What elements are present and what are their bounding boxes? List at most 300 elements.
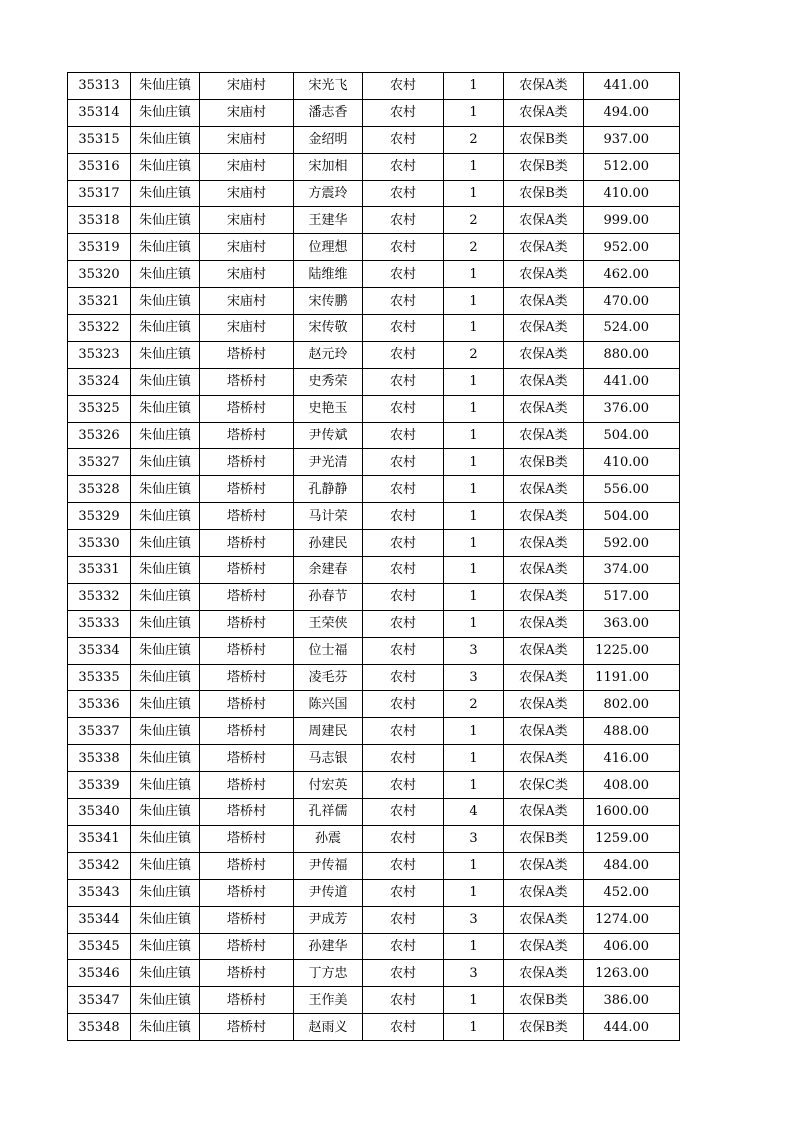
- ledger-body: [68, 73, 680, 1041]
- area-type-cell: 农村: [363, 395, 444, 422]
- person-name-cell: 马计荣: [294, 503, 363, 530]
- person-name-cell: 尹传福: [294, 852, 363, 879]
- household-count-cell: 1: [444, 99, 504, 126]
- category-cell: 农保A类: [504, 368, 584, 395]
- town-cell: 朱仙庄镇: [131, 530, 200, 557]
- category-cell: 农保A类: [504, 852, 584, 879]
- record-id-cell: 35322: [68, 315, 131, 342]
- town-cell: 朱仙庄镇: [131, 557, 200, 584]
- table-row: [68, 772, 680, 799]
- household-count-cell: 1: [444, 180, 504, 207]
- record-id-cell: 35321: [68, 288, 131, 315]
- household-count-cell: 2: [444, 691, 504, 718]
- record-id-cell: 35316: [68, 153, 131, 180]
- category-cell: 农保A类: [504, 503, 584, 530]
- table-row: [68, 126, 680, 153]
- village-cell: 塔桥村: [200, 987, 294, 1014]
- person-name-cell: 马志银: [294, 745, 363, 772]
- town-cell: 朱仙庄镇: [131, 772, 200, 799]
- person-name-cell: 孙春节: [294, 583, 363, 610]
- household-count-cell: 1: [444, 422, 504, 449]
- town-cell: 朱仙庄镇: [131, 449, 200, 476]
- table-row: [68, 395, 680, 422]
- person-name-cell: 孙震: [294, 825, 363, 852]
- person-name-cell: 尹传道: [294, 879, 363, 906]
- village-cell: 塔桥村: [200, 691, 294, 718]
- table-row: [68, 99, 680, 126]
- category-cell: 农保A类: [504, 341, 584, 368]
- record-id-cell: 35345: [68, 933, 131, 960]
- table-row: [68, 315, 680, 342]
- category-cell: 农保B类: [504, 987, 584, 1014]
- area-type-cell: 农村: [363, 180, 444, 207]
- village-cell: 塔桥村: [200, 960, 294, 987]
- amount-cell: 444.00: [584, 1014, 680, 1041]
- village-cell: 宋庙村: [200, 73, 294, 100]
- person-name-cell: 孔静静: [294, 476, 363, 503]
- town-cell: 朱仙庄镇: [131, 99, 200, 126]
- village-cell: 塔桥村: [200, 583, 294, 610]
- person-name-cell: 丁方忠: [294, 960, 363, 987]
- area-type-cell: 农村: [363, 583, 444, 610]
- area-type-cell: 农村: [363, 664, 444, 691]
- town-cell: 朱仙庄镇: [131, 664, 200, 691]
- amount-cell: 1225.00: [584, 637, 680, 664]
- amount-cell: 512.00: [584, 153, 680, 180]
- record-id-cell: 35347: [68, 987, 131, 1014]
- table-row: [68, 261, 680, 288]
- record-id-cell: 35341: [68, 825, 131, 852]
- amount-cell: 1191.00: [584, 664, 680, 691]
- person-name-cell: 尹传斌: [294, 422, 363, 449]
- record-id-cell: 35336: [68, 691, 131, 718]
- town-cell: 朱仙庄镇: [131, 637, 200, 664]
- amount-cell: 999.00: [584, 207, 680, 234]
- amount-cell: 937.00: [584, 126, 680, 153]
- village-cell: 塔桥村: [200, 557, 294, 584]
- category-cell: 农保A类: [504, 583, 584, 610]
- table-row: [68, 691, 680, 718]
- amount-cell: 592.00: [584, 530, 680, 557]
- household-count-cell: 2: [444, 126, 504, 153]
- table-row: [68, 799, 680, 826]
- area-type-cell: 农村: [363, 73, 444, 100]
- household-count-cell: 2: [444, 234, 504, 261]
- table-row: [68, 852, 680, 879]
- town-cell: 朱仙庄镇: [131, 207, 200, 234]
- record-id-cell: 35319: [68, 234, 131, 261]
- person-name-cell: 史艳玉: [294, 395, 363, 422]
- category-cell: 农保A类: [504, 530, 584, 557]
- record-id-cell: 35333: [68, 610, 131, 637]
- table-row: [68, 745, 680, 772]
- amount-cell: 374.00: [584, 557, 680, 584]
- category-cell: 农保A类: [504, 73, 584, 100]
- table-row: [68, 960, 680, 987]
- town-cell: 朱仙庄镇: [131, 852, 200, 879]
- area-type-cell: 农村: [363, 718, 444, 745]
- table-row: [68, 73, 680, 100]
- category-cell: 农保A类: [504, 395, 584, 422]
- amount-cell: 410.00: [584, 180, 680, 207]
- village-cell: 宋庙村: [200, 234, 294, 261]
- record-id-cell: 35346: [68, 960, 131, 987]
- village-cell: 塔桥村: [200, 1014, 294, 1041]
- village-cell: 塔桥村: [200, 825, 294, 852]
- category-cell: 农保B类: [504, 153, 584, 180]
- record-id-cell: 35340: [68, 799, 131, 826]
- amount-cell: 1274.00: [584, 906, 680, 933]
- amount-cell: 410.00: [584, 449, 680, 476]
- town-cell: 朱仙庄镇: [131, 234, 200, 261]
- area-type-cell: 农村: [363, 557, 444, 584]
- area-type-cell: 农村: [363, 637, 444, 664]
- category-cell: 农保A类: [504, 933, 584, 960]
- amount-cell: 504.00: [584, 503, 680, 530]
- category-cell: 农保A类: [504, 960, 584, 987]
- village-cell: 宋庙村: [200, 99, 294, 126]
- record-id-cell: 35339: [68, 772, 131, 799]
- category-cell: 农保B类: [504, 825, 584, 852]
- area-type-cell: 农村: [363, 960, 444, 987]
- area-type-cell: 农村: [363, 906, 444, 933]
- amount-cell: 484.00: [584, 852, 680, 879]
- town-cell: 朱仙庄镇: [131, 315, 200, 342]
- amount-cell: 1259.00: [584, 825, 680, 852]
- household-count-cell: 1: [444, 879, 504, 906]
- category-cell: 农保A类: [504, 906, 584, 933]
- area-type-cell: 农村: [363, 234, 444, 261]
- record-id-cell: 35320: [68, 261, 131, 288]
- village-cell: 塔桥村: [200, 745, 294, 772]
- amount-cell: 524.00: [584, 315, 680, 342]
- person-name-cell: 宋传鹏: [294, 288, 363, 315]
- record-id-cell: 35324: [68, 368, 131, 395]
- record-id-cell: 35327: [68, 449, 131, 476]
- village-cell: 塔桥村: [200, 449, 294, 476]
- person-name-cell: 宋光飞: [294, 73, 363, 100]
- village-cell: 塔桥村: [200, 772, 294, 799]
- area-type-cell: 农村: [363, 449, 444, 476]
- town-cell: 朱仙庄镇: [131, 73, 200, 100]
- record-id-cell: 35348: [68, 1014, 131, 1041]
- record-id-cell: 35314: [68, 99, 131, 126]
- town-cell: 朱仙庄镇: [131, 745, 200, 772]
- household-count-cell: 1: [444, 583, 504, 610]
- person-name-cell: 孔祥儒: [294, 799, 363, 826]
- area-type-cell: 农村: [363, 691, 444, 718]
- table-row: [68, 341, 680, 368]
- town-cell: 朱仙庄镇: [131, 503, 200, 530]
- household-count-cell: 3: [444, 906, 504, 933]
- category-cell: 农保A类: [504, 422, 584, 449]
- record-id-cell: 35317: [68, 180, 131, 207]
- town-cell: 朱仙庄镇: [131, 610, 200, 637]
- table-row: [68, 1014, 680, 1041]
- town-cell: 朱仙庄镇: [131, 879, 200, 906]
- amount-cell: 1263.00: [584, 960, 680, 987]
- table-row: [68, 933, 680, 960]
- area-type-cell: 农村: [363, 503, 444, 530]
- village-cell: 塔桥村: [200, 395, 294, 422]
- area-type-cell: 农村: [363, 987, 444, 1014]
- amount-cell: 408.00: [584, 772, 680, 799]
- village-cell: 塔桥村: [200, 503, 294, 530]
- town-cell: 朱仙庄镇: [131, 288, 200, 315]
- household-count-cell: 1: [444, 153, 504, 180]
- area-type-cell: 农村: [363, 772, 444, 799]
- record-id-cell: 35334: [68, 637, 131, 664]
- area-type-cell: 农村: [363, 99, 444, 126]
- category-cell: 农保B类: [504, 180, 584, 207]
- town-cell: 朱仙庄镇: [131, 718, 200, 745]
- table-row: [68, 476, 680, 503]
- record-id-cell: 35323: [68, 341, 131, 368]
- household-count-cell: 1: [444, 718, 504, 745]
- household-count-cell: 1: [444, 1014, 504, 1041]
- area-type-cell: 农村: [363, 610, 444, 637]
- amount-cell: 952.00: [584, 234, 680, 261]
- household-count-cell: 1: [444, 745, 504, 772]
- household-count-cell: 1: [444, 933, 504, 960]
- category-cell: 农保A类: [504, 610, 584, 637]
- record-id-cell: 35344: [68, 906, 131, 933]
- amount-cell: 441.00: [584, 73, 680, 100]
- amount-cell: 488.00: [584, 718, 680, 745]
- amount-cell: 880.00: [584, 341, 680, 368]
- category-cell: 农保A类: [504, 261, 584, 288]
- table-row: [68, 180, 680, 207]
- record-id-cell: 35335: [68, 664, 131, 691]
- record-id-cell: 35338: [68, 745, 131, 772]
- record-id-cell: 35329: [68, 503, 131, 530]
- area-type-cell: 农村: [363, 745, 444, 772]
- table-row: [68, 288, 680, 315]
- town-cell: 朱仙庄镇: [131, 933, 200, 960]
- amount-cell: 556.00: [584, 476, 680, 503]
- table-row: [68, 503, 680, 530]
- person-name-cell: 尹光清: [294, 449, 363, 476]
- ledger-table: [67, 72, 680, 1041]
- person-name-cell: 孙建华: [294, 933, 363, 960]
- table-row: [68, 583, 680, 610]
- town-cell: 朱仙庄镇: [131, 960, 200, 987]
- village-cell: 塔桥村: [200, 852, 294, 879]
- town-cell: 朱仙庄镇: [131, 476, 200, 503]
- category-cell: 农保A类: [504, 664, 584, 691]
- village-cell: 塔桥村: [200, 530, 294, 557]
- person-name-cell: 凌毛芬: [294, 664, 363, 691]
- village-cell: 塔桥村: [200, 637, 294, 664]
- table-row: [68, 557, 680, 584]
- household-count-cell: 1: [444, 987, 504, 1014]
- amount-cell: 376.00: [584, 395, 680, 422]
- area-type-cell: 农村: [363, 933, 444, 960]
- category-cell: 农保A类: [504, 99, 584, 126]
- town-cell: 朱仙庄镇: [131, 180, 200, 207]
- area-type-cell: 农村: [363, 368, 444, 395]
- amount-cell: 470.00: [584, 288, 680, 315]
- category-cell: 农保A类: [504, 718, 584, 745]
- village-cell: 宋庙村: [200, 126, 294, 153]
- village-cell: 宋庙村: [200, 288, 294, 315]
- area-type-cell: 农村: [363, 341, 444, 368]
- village-cell: 宋庙村: [200, 153, 294, 180]
- household-count-cell: 1: [444, 610, 504, 637]
- person-name-cell: 潘志香: [294, 99, 363, 126]
- town-cell: 朱仙庄镇: [131, 368, 200, 395]
- area-type-cell: 农村: [363, 879, 444, 906]
- area-type-cell: 农村: [363, 315, 444, 342]
- village-cell: 塔桥村: [200, 610, 294, 637]
- category-cell: 农保C类: [504, 772, 584, 799]
- household-count-cell: 1: [444, 772, 504, 799]
- town-cell: 朱仙庄镇: [131, 583, 200, 610]
- village-cell: 塔桥村: [200, 879, 294, 906]
- category-cell: 农保A类: [504, 315, 584, 342]
- household-count-cell: 1: [444, 530, 504, 557]
- table-row: [68, 207, 680, 234]
- village-cell: 宋庙村: [200, 261, 294, 288]
- record-id-cell: 35325: [68, 395, 131, 422]
- category-cell: 农保B类: [504, 449, 584, 476]
- record-id-cell: 35331: [68, 557, 131, 584]
- category-cell: 农保A类: [504, 476, 584, 503]
- household-count-cell: 3: [444, 637, 504, 664]
- area-type-cell: 农村: [363, 207, 444, 234]
- amount-cell: 504.00: [584, 422, 680, 449]
- area-type-cell: 农村: [363, 1014, 444, 1041]
- village-cell: 宋庙村: [200, 207, 294, 234]
- record-id-cell: 35313: [68, 73, 131, 100]
- table-row: [68, 530, 680, 557]
- village-cell: 塔桥村: [200, 799, 294, 826]
- household-count-cell: 3: [444, 664, 504, 691]
- person-name-cell: 位理想: [294, 234, 363, 261]
- area-type-cell: 农村: [363, 530, 444, 557]
- person-name-cell: 王建华: [294, 207, 363, 234]
- category-cell: 农保A类: [504, 745, 584, 772]
- area-type-cell: 农村: [363, 288, 444, 315]
- area-type-cell: 农村: [363, 799, 444, 826]
- person-name-cell: 方震玲: [294, 180, 363, 207]
- table-row: [68, 422, 680, 449]
- village-cell: 塔桥村: [200, 341, 294, 368]
- household-count-cell: 1: [444, 557, 504, 584]
- table-row: [68, 879, 680, 906]
- village-cell: 塔桥村: [200, 906, 294, 933]
- person-name-cell: 周建民: [294, 718, 363, 745]
- household-count-cell: 1: [444, 476, 504, 503]
- category-cell: 农保A类: [504, 557, 584, 584]
- area-type-cell: 农村: [363, 852, 444, 879]
- amount-cell: 1600.00: [584, 799, 680, 826]
- household-count-cell: 1: [444, 315, 504, 342]
- area-type-cell: 农村: [363, 126, 444, 153]
- person-name-cell: 王荣侠: [294, 610, 363, 637]
- household-count-cell: 1: [444, 288, 504, 315]
- village-cell: 塔桥村: [200, 476, 294, 503]
- person-name-cell: 赵雨义: [294, 1014, 363, 1041]
- amount-cell: 386.00: [584, 987, 680, 1014]
- household-count-cell: 2: [444, 207, 504, 234]
- household-count-cell: 1: [444, 73, 504, 100]
- village-cell: 塔桥村: [200, 664, 294, 691]
- area-type-cell: 农村: [363, 153, 444, 180]
- person-name-cell: 赵元玲: [294, 341, 363, 368]
- household-count-cell: 1: [444, 261, 504, 288]
- amount-cell: 363.00: [584, 610, 680, 637]
- amount-cell: 452.00: [584, 879, 680, 906]
- town-cell: 朱仙庄镇: [131, 987, 200, 1014]
- household-count-cell: 3: [444, 960, 504, 987]
- record-id-cell: 35326: [68, 422, 131, 449]
- table-row: [68, 718, 680, 745]
- record-id-cell: 35337: [68, 718, 131, 745]
- person-name-cell: 余建春: [294, 557, 363, 584]
- record-id-cell: 35343: [68, 879, 131, 906]
- record-id-cell: 35315: [68, 126, 131, 153]
- person-name-cell: 宋传敬: [294, 315, 363, 342]
- record-id-cell: 35342: [68, 852, 131, 879]
- village-cell: 塔桥村: [200, 718, 294, 745]
- record-id-cell: 35330: [68, 530, 131, 557]
- person-name-cell: 尹成芳: [294, 906, 363, 933]
- table-row: [68, 987, 680, 1014]
- town-cell: 朱仙庄镇: [131, 422, 200, 449]
- person-name-cell: 金绍明: [294, 126, 363, 153]
- household-count-cell: 1: [444, 503, 504, 530]
- category-cell: 农保A类: [504, 288, 584, 315]
- person-name-cell: 王作美: [294, 987, 363, 1014]
- person-name-cell: 宋加相: [294, 153, 363, 180]
- category-cell: 农保A类: [504, 637, 584, 664]
- amount-cell: 406.00: [584, 933, 680, 960]
- area-type-cell: 农村: [363, 476, 444, 503]
- person-name-cell: 付宏英: [294, 772, 363, 799]
- amount-cell: 462.00: [584, 261, 680, 288]
- town-cell: 朱仙庄镇: [131, 1014, 200, 1041]
- town-cell: 朱仙庄镇: [131, 341, 200, 368]
- category-cell: 农保A类: [504, 799, 584, 826]
- town-cell: 朱仙庄镇: [131, 691, 200, 718]
- town-cell: 朱仙庄镇: [131, 261, 200, 288]
- town-cell: 朱仙庄镇: [131, 153, 200, 180]
- person-name-cell: 史秀荣: [294, 368, 363, 395]
- amount-cell: 802.00: [584, 691, 680, 718]
- town-cell: 朱仙庄镇: [131, 126, 200, 153]
- household-count-cell: 1: [444, 368, 504, 395]
- area-type-cell: 农村: [363, 825, 444, 852]
- town-cell: 朱仙庄镇: [131, 799, 200, 826]
- household-count-cell: 3: [444, 825, 504, 852]
- table-row: [68, 906, 680, 933]
- town-cell: 朱仙庄镇: [131, 825, 200, 852]
- table-row: [68, 234, 680, 261]
- household-count-cell: 2: [444, 341, 504, 368]
- area-type-cell: 农村: [363, 261, 444, 288]
- category-cell: 农保A类: [504, 234, 584, 261]
- household-count-cell: 1: [444, 395, 504, 422]
- category-cell: 农保B类: [504, 126, 584, 153]
- table-row: [68, 610, 680, 637]
- amount-cell: 517.00: [584, 583, 680, 610]
- town-cell: 朱仙庄镇: [131, 395, 200, 422]
- area-type-cell: 农村: [363, 422, 444, 449]
- household-count-cell: 1: [444, 449, 504, 476]
- record-id-cell: 35318: [68, 207, 131, 234]
- category-cell: 农保B类: [504, 1014, 584, 1041]
